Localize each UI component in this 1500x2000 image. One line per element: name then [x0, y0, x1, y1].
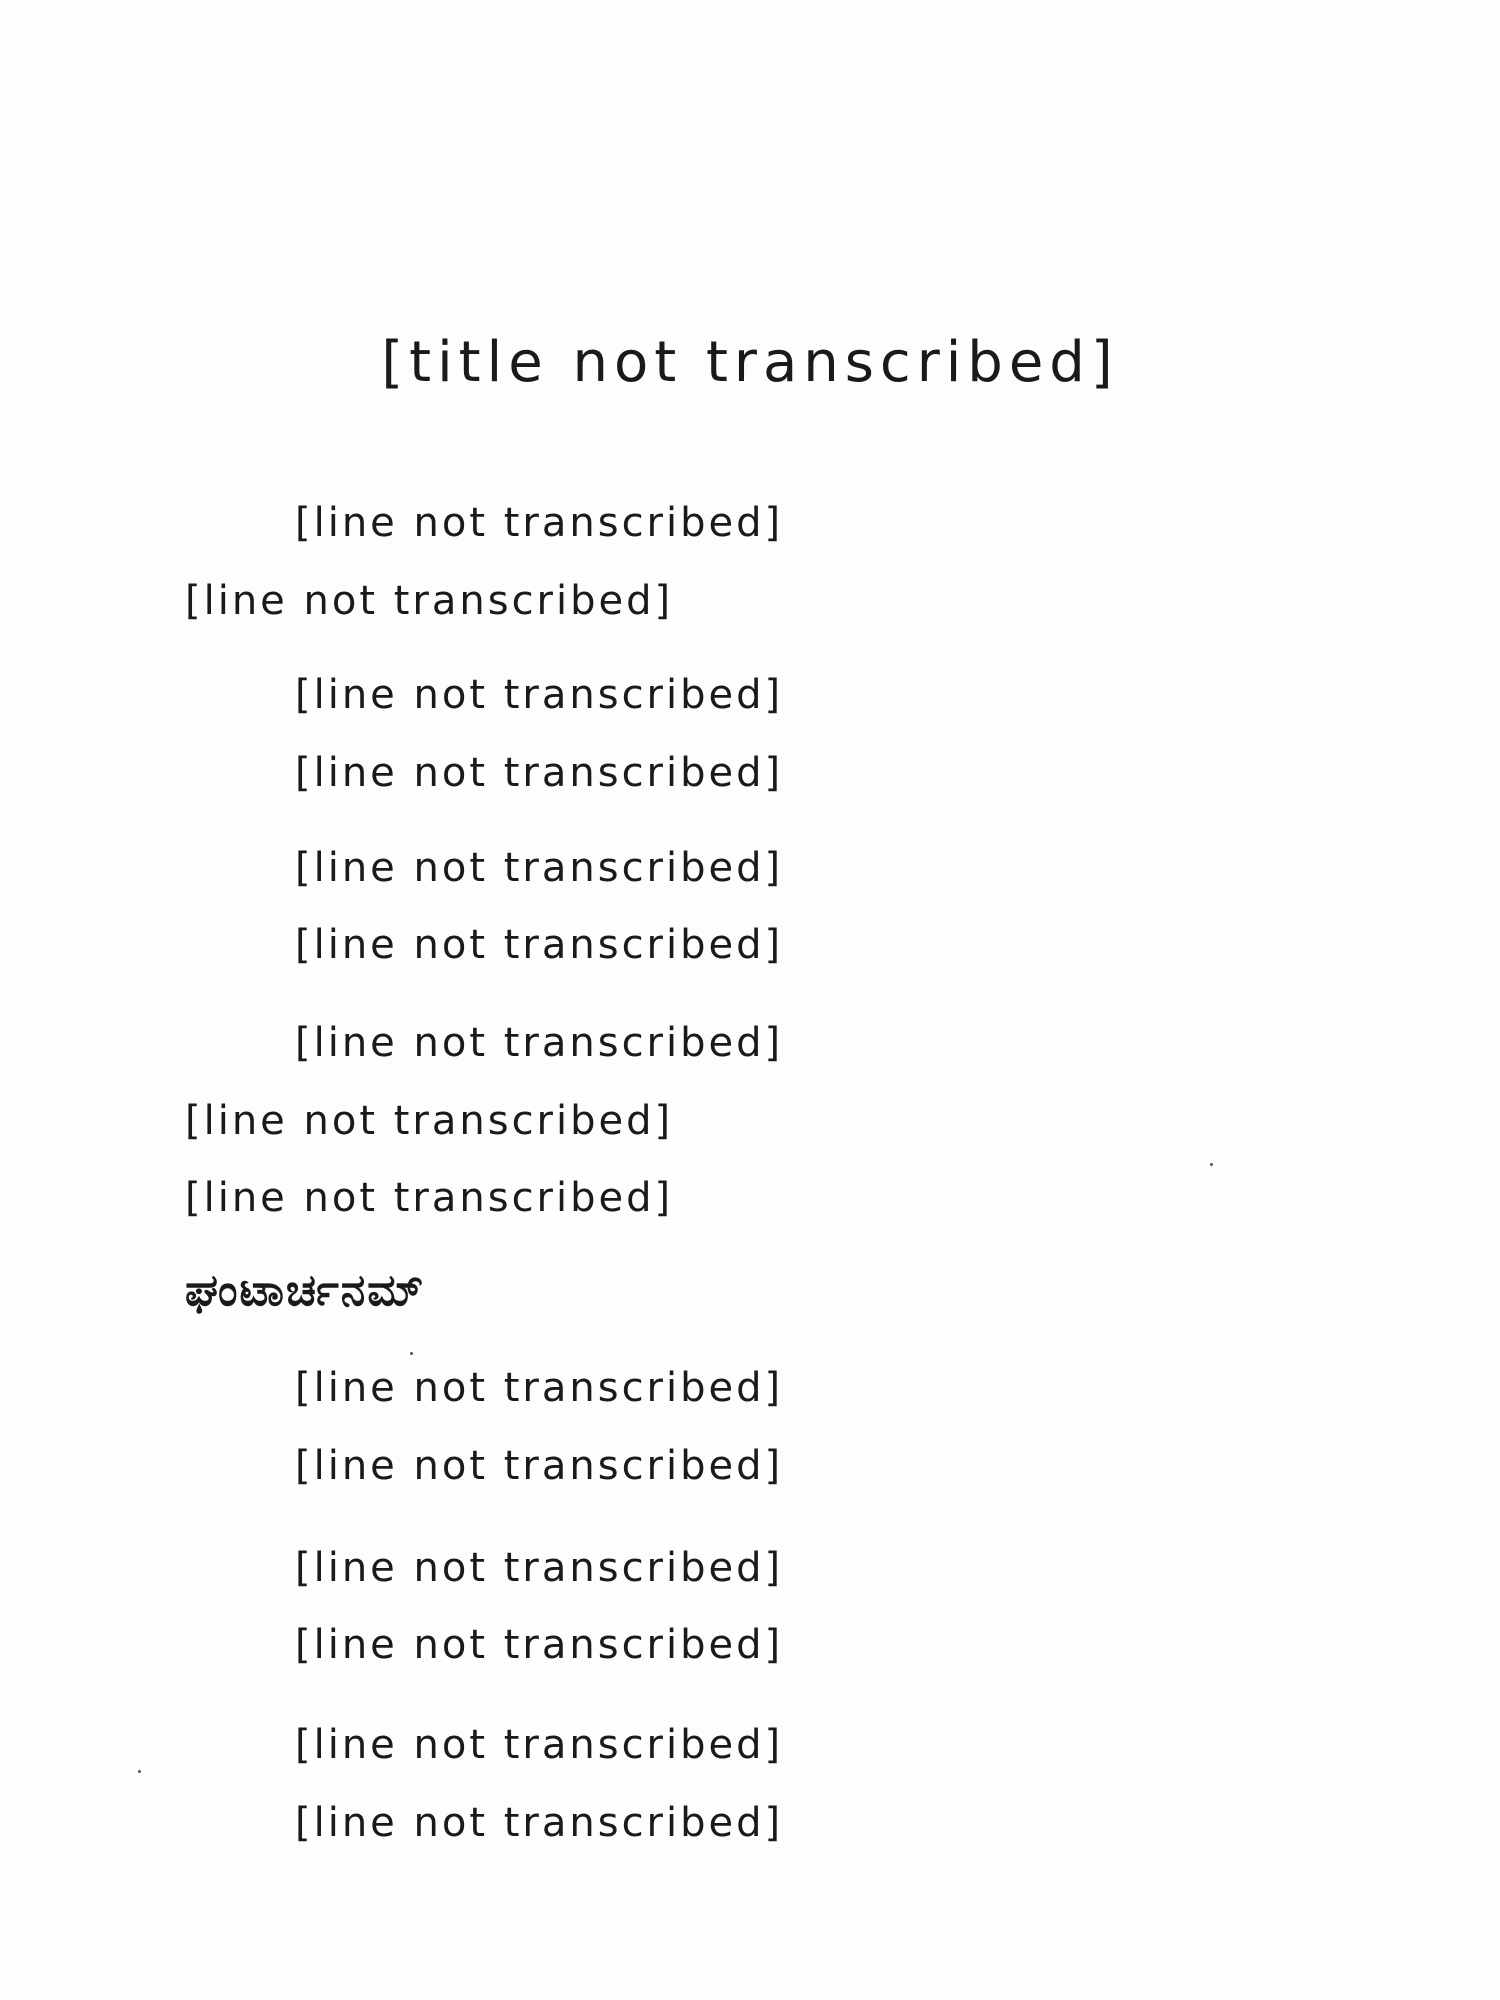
paragraph-line: [line not transcribed] — [295, 1020, 784, 1066]
scan-speck — [138, 1770, 141, 1773]
paragraph-line: [line not transcribed] — [295, 500, 784, 546]
verse-line: [line not transcribed] — [295, 750, 784, 796]
verse-line: [line not transcribed] — [295, 845, 784, 891]
verse-line: [line not transcribed] — [295, 672, 784, 718]
scan-speck — [410, 1352, 413, 1355]
verse-line: [line not transcribed] — [295, 922, 784, 968]
verse-line: [line not transcribed] — [295, 1722, 784, 1768]
paragraph-line: [line not transcribed] — [185, 1175, 674, 1221]
paragraph-line: [line not transcribed] — [185, 1098, 674, 1144]
scan-speck — [1210, 1163, 1213, 1166]
page-title: [title not transcribed] — [381, 330, 1119, 395]
verse-line: [line not transcribed] — [295, 1622, 784, 1668]
section-heading: ಘಂಟಾರ್ಚನಮ್ — [185, 1265, 426, 1316]
verse-line: [line not transcribed] — [295, 1800, 784, 1846]
verse-line: [line not transcribed] — [295, 1545, 784, 1591]
mantra-line: [line not transcribed] — [295, 1365, 784, 1411]
mantra-line: [line not transcribed] — [295, 1443, 784, 1489]
paragraph-line: [line not transcribed] — [185, 578, 674, 624]
